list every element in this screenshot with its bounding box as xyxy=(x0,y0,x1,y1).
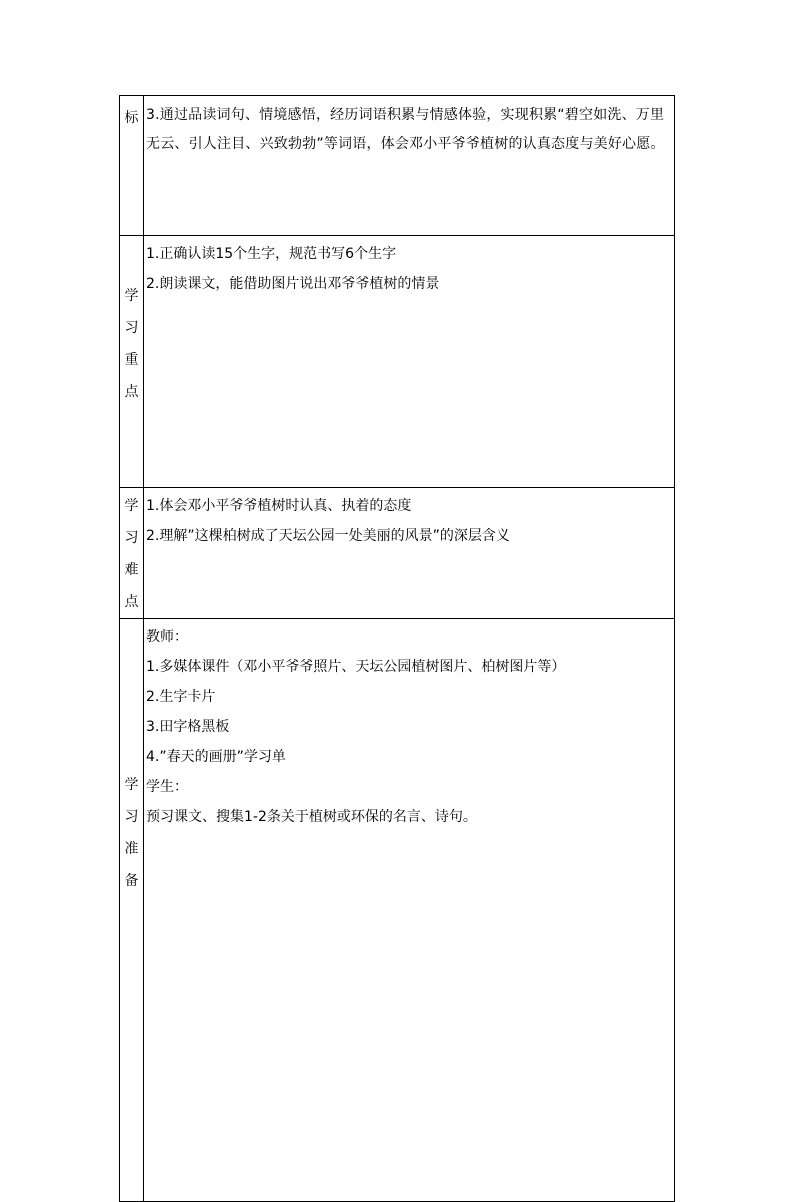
difficulties-label-char: 习 xyxy=(124,530,139,546)
difficulty-item: 1.体会邓小平爷爷植树时认真、执着的态度 xyxy=(146,498,412,514)
lesson-plan-table xyxy=(119,95,675,1202)
preparation-label-char: 学 xyxy=(124,777,139,793)
goal-label-char: 标 xyxy=(124,110,139,126)
difficulty-item: 2.理解”这棵柏树成了天坛公园一处美丽的风景”的深层含义 xyxy=(146,528,510,544)
difficulties-label-char: 难 xyxy=(124,562,139,578)
difficulties-label-char: 学 xyxy=(124,498,139,514)
difficulties-row xyxy=(120,488,675,619)
preparation-item: 2.生字卡片 xyxy=(146,689,216,705)
goal-content-cell xyxy=(144,96,675,236)
key-points-label-char: 点 xyxy=(124,384,139,400)
key-points-label-char: 学 xyxy=(124,288,139,304)
preparation-item: 3.田字格黑板 xyxy=(146,719,230,735)
preparation-item: 1.多媒体课件（邓小平爷爷照片、天坛公园植树图片、柏树图片等） xyxy=(146,659,566,675)
key-point-item: 2.朗读课文，能借助图片说出邓爷爷植树的情景 xyxy=(146,276,440,292)
preparation-label-char: 习 xyxy=(124,809,139,825)
goal-row xyxy=(120,96,675,236)
preparation-heading-teacher: 教师： xyxy=(146,629,188,645)
preparation-content-cell xyxy=(144,619,675,1202)
preparation-label-char: 准 xyxy=(124,841,139,857)
preparation-label-char: 备 xyxy=(124,873,139,889)
key-points-label-char: 习 xyxy=(124,320,139,336)
preparation-heading-student: 学生： xyxy=(146,779,188,795)
difficulties-label-char: 点 xyxy=(124,594,139,610)
preparation-item: 预习课文、搜集1-2条关于植树或环保的名言、诗句。 xyxy=(146,809,477,825)
key-points-label-cell xyxy=(120,236,144,488)
preparation-label-cell xyxy=(120,619,144,1202)
key-point-item: 1.正确认读15个生字，规范书写6个生字 xyxy=(146,246,397,262)
difficulties-label-cell xyxy=(120,488,144,619)
goal-text: 3.通过品读词句、情境感悟，经历词语积累与情感体验，实现积累“碧空如洗、万里无云、引人注目、兴致勃勃”等词语，体会邓小平爷爷植树的认真态度与美好心愿。 xyxy=(146,107,665,152)
preparation-item: 4.”春天的画册”学习单 xyxy=(146,749,286,765)
key-points-row xyxy=(120,236,675,488)
preparation-row xyxy=(120,619,675,1202)
difficulties-content-cell xyxy=(144,488,675,619)
key-points-label-char: 重 xyxy=(124,352,139,368)
goal-label-cell xyxy=(120,96,144,236)
key-points-content-cell xyxy=(144,236,675,488)
